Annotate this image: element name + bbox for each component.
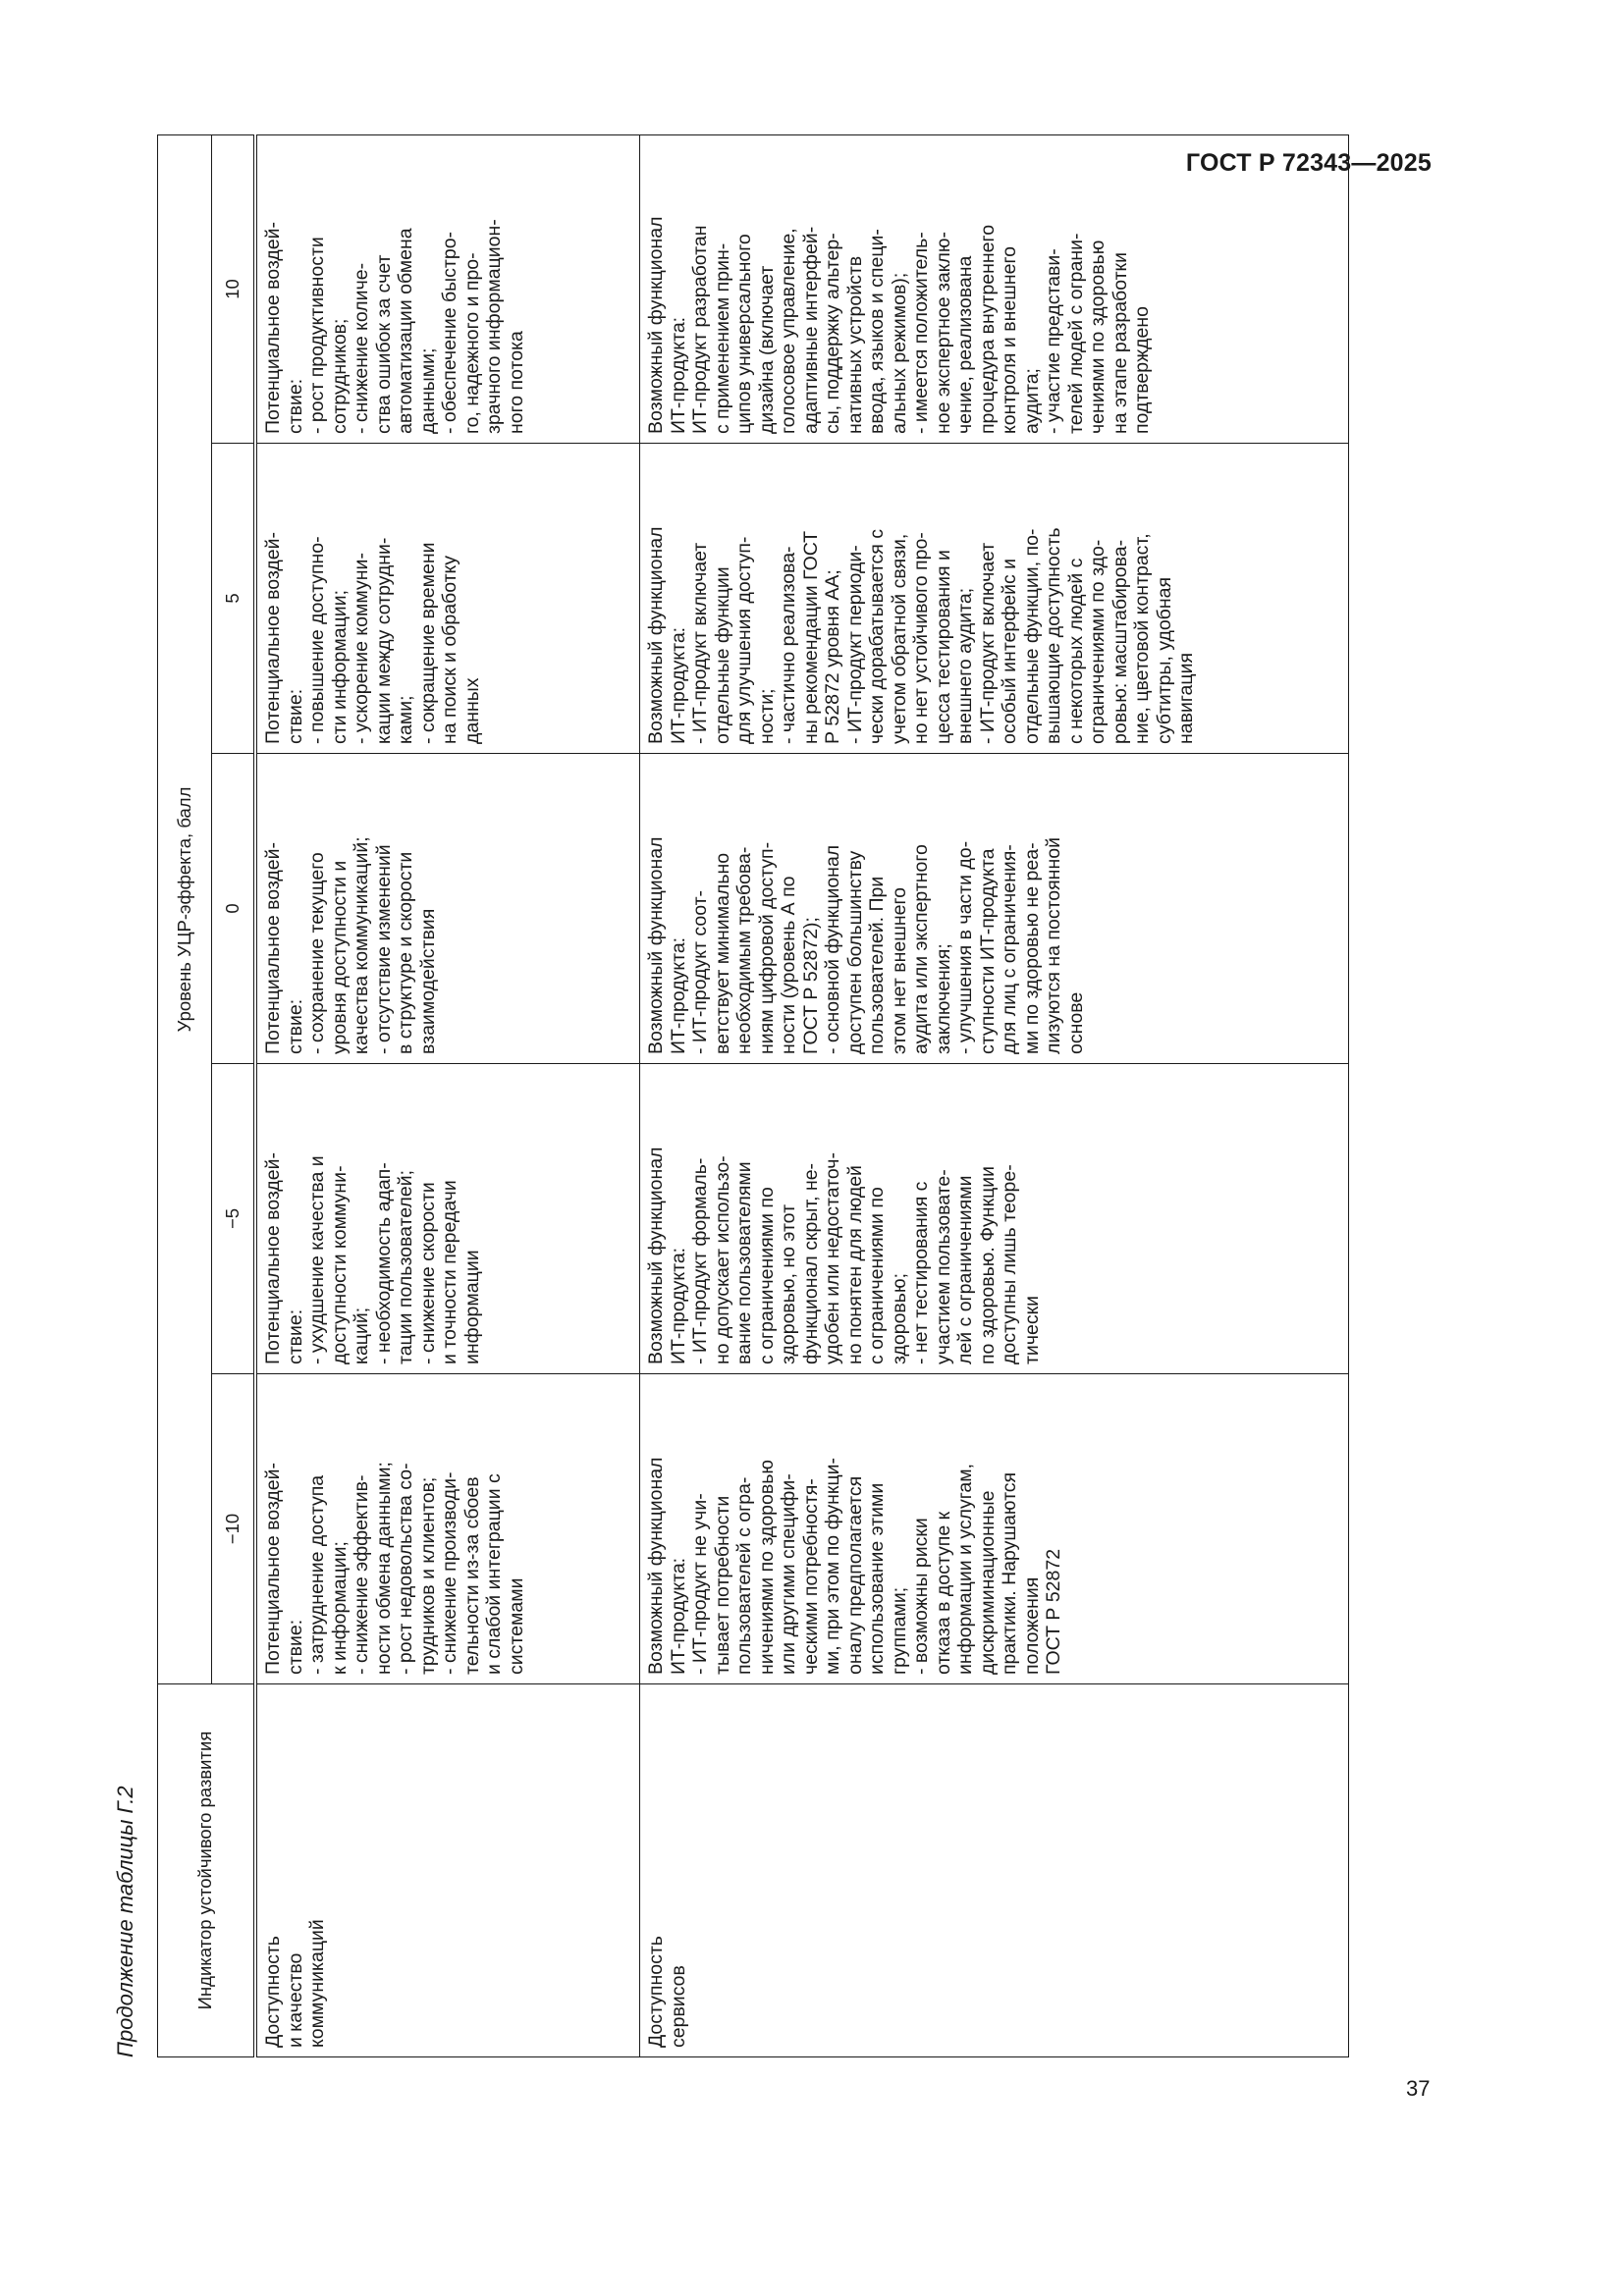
- level-cell: Потенциальное воздей- ствие: - сохранение текущего уровня доступности и качества коммуникаций; - отсутствие изменений в структуре и скорости взаимодействия: [255, 754, 640, 1064]
- level-cell: Возможный функционал ИТ-продукта: ИТ-продукт разработан с применением прин- ципов универсального дизайна (включает голосовое управление, адаптивные интерфей- сы, поддержку альтер- нативных устройств ввода, языков и специ- альных режимов); - имеется положитель- ное экспертное заклю- чение, реализована процедура внутреннего контроля и внешнего аудита; - участие представи- телей людей с ограни- чениями по здоровью на этапе разработки подтверждено: [640, 134, 1349, 443]
- level-cell: Потенциальное воздей- ствие: - рост продуктивности сотрудников; - снижение количе- ства ошибок за счет автоматизации обмена данными; - обеспечение быстро- го, надежного и про- зрачного информацион- ного потока: [255, 134, 640, 443]
- level-header: 0: [212, 754, 256, 1064]
- level-cell: Возможный функционал ИТ-продукта: - ИТ-продукт не учи- тывает потребности пользователей с огра- ничениями по здоровью или другими специфи- ческими потребностя- ми, при этом по функци- оналу предполагается использование этими группами; - возможны риски отказа в доступе к информации и услугам, дискриминационные практики. Нарушаются положения ГОСТ Р 52872: [640, 1374, 1349, 1684]
- table-row: [255, 134, 640, 2056]
- level-header: 10: [212, 134, 256, 443]
- level-header: 5: [212, 444, 256, 754]
- table-g2: [157, 134, 1349, 2057]
- level-cell: Потенциальное воздей- ствие: - ухудшение качества и доступности коммуни- каций; - необходимость адап- тации пользователей; - снижение скорости и точности передачи информации: [255, 1064, 640, 1374]
- level-cell: Возможный функционал ИТ-продукта: - ИТ-продукт соот- ветствует минимально необходимым требова- ниям цифровой доступ- ности (уровень А по ГОСТ Р 52872); - основной функционал доступен большинству пользователей. При этом нет внешнего аудита или экспертного заключения; - улучшения в части до- ступности ИТ-продукта для лиц с ограничения- ми по здоровью не реа- лизуются на постоянной основе: [640, 754, 1349, 1064]
- indicator-header: Индикатор устойчивого развития: [158, 1684, 256, 2057]
- page-number: 37: [1406, 2076, 1431, 2101]
- table-caption: Продолжение таблицы Г.2: [113, 1786, 137, 2057]
- header-row-group: [158, 134, 212, 2056]
- indicator-cell: Доступность и качество коммуникаций: [255, 1684, 640, 2057]
- level-header: −5: [212, 1064, 256, 1374]
- level-cell: Потенциальное воздей- ствие: - повышение доступно- сти информации; - ускорение коммуни- кации между сотрудни- ками; - сокращение времени на поиск и обработку данных: [255, 444, 640, 754]
- level-cell: Возможный функционал ИТ-продукта: - ИТ-продукт формаль- но допускает использо- вание пользователями с ограничениями по здоровью, но этот функционал скрыт, не- удобен или недостаточ- но понятен для людей с ограничениями по здоровью; - нет тестирования с участием пользовате- лей с ограничениями по здоровью. Функции доступны лишь теоре- тически: [640, 1064, 1349, 1374]
- table-row: [640, 134, 1349, 2056]
- level-cell: Возможный функционал ИТ-продукта: - ИТ-продукт включает отдельные функции для улучшения доступ- ности; - частично реализова- ны рекомендации ГОСТ Р 52872 уровня АА; - ИТ-продукт периоди- чески дорабатывается с учетом обратной связи, но нет устойчивого про- цесса тестирования и внешнего аудита; - ИТ-продукт включает особый интерфейс и отдельные функции, по- вышающие доступность с некоторых людей с ограничениями по здо- ровью: масштабирова- ние, цветовой контраст, субтитры, удобная навигация: [640, 444, 1349, 754]
- indicator-cell: Доступность сервисов: [640, 1684, 1349, 2057]
- rotated-table-block: [110, 216, 1380, 2057]
- level-header: −10: [212, 1374, 256, 1684]
- standard-code: ГОСТ Р 72343—2025: [1185, 149, 1432, 177]
- level-cell: Потенциальное воздей- ствие: - затруднение доступа к информации; - снижение эффектив- ности обмена данными; - рост недовольства со- трудников и клиентов; - снижение производи- тельности из-за сбоев и слабой интеграции с системами: [255, 1374, 640, 1684]
- level-group-header: Уровень УЦР-эффекта, балл: [158, 134, 212, 1683]
